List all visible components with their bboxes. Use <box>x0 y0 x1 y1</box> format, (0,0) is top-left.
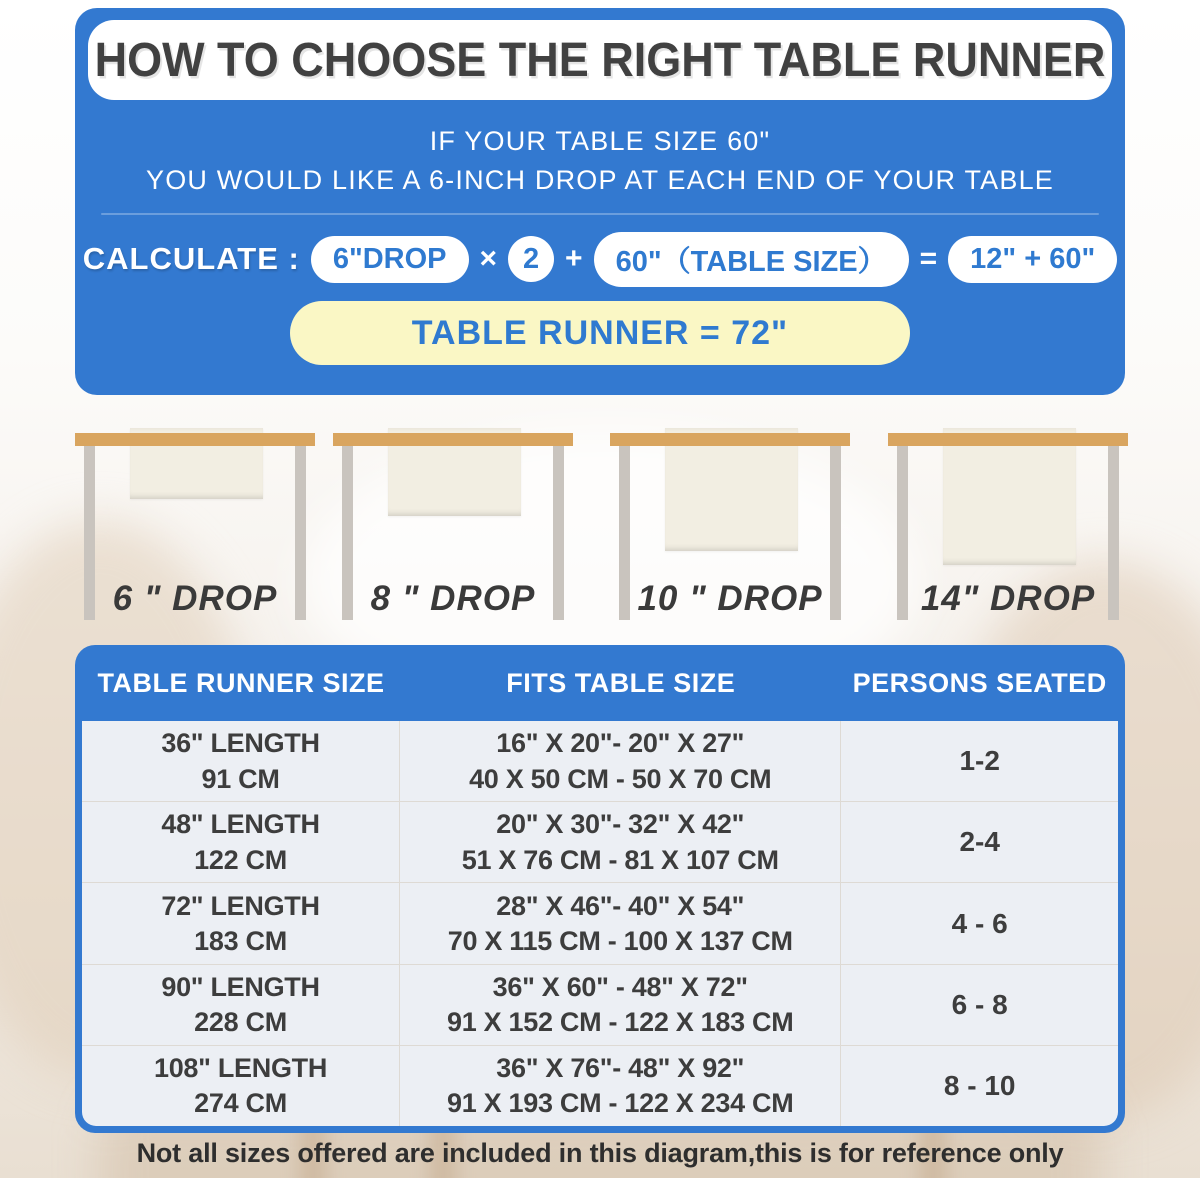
column-header-runner-size: TABLE RUNNER SIZE <box>97 667 385 698</box>
fits-table-cell <box>400 1046 841 1126</box>
fits-inches: 36" X 60" - 48" X 72" <box>492 971 748 1002</box>
drop-label: 6 " DROP <box>112 579 278 618</box>
fits-table-cell <box>400 721 841 801</box>
table-header-row <box>82 645 1118 721</box>
runner-size-cell <box>82 1046 400 1126</box>
runner-size-inches: 72" LENGTH <box>161 890 320 921</box>
drop-figure-14 <box>888 433 1128 625</box>
runner-size-cm: 122 CM <box>194 844 287 875</box>
subtitle-line-2: YOU WOULD LIKE A 6-INCH DROP AT EACH END OF YOUR TABLE <box>145 165 1054 195</box>
tabletop <box>75 433 315 446</box>
persons-cell <box>841 883 1118 963</box>
drop-label: 8 " DROP <box>370 579 536 618</box>
table-row <box>82 1045 1118 1126</box>
fits-inches: 36" X 76"- 48" X 92" <box>496 1053 745 1084</box>
persons-seated: 1-2 <box>959 745 1000 777</box>
drop-value-pill: 6"DROP <box>311 236 469 283</box>
table-size-pill: 60"（TABLE SIZE） <box>594 232 909 287</box>
fits-table-cell <box>400 883 841 963</box>
calculation-row <box>75 235 1125 283</box>
table-row <box>82 721 1118 801</box>
fits-cm: 70 X 115 CM - 100 X 137 CM <box>447 926 793 956</box>
hero-divider <box>101 213 1099 215</box>
multiplier-badge: 2 <box>508 236 554 282</box>
column-header-fits-table: FITS TABLE SIZE <box>506 667 736 698</box>
runner-result-pill: TABLE RUNNER = 72" <box>290 301 910 365</box>
times-sign: × <box>479 242 498 275</box>
tabletop <box>610 433 850 446</box>
subtitle-line-1: IF YOUR TABLE SIZE 60" <box>429 126 771 156</box>
table-body <box>82 721 1118 1126</box>
persons-seated: 2-4 <box>959 826 1000 858</box>
runner-size-cm: 274 CM <box>194 1088 287 1119</box>
runner-size-cell <box>82 802 400 882</box>
calculate-label: CALCULATE : <box>82 241 300 276</box>
tabletop <box>333 433 573 446</box>
runner-size-cm: 91 CM <box>201 763 280 794</box>
persons-cell <box>841 721 1118 801</box>
title-banner <box>88 20 1112 100</box>
fits-cm: 51 X 76 CM - 81 X 107 CM <box>461 844 779 875</box>
hero-panel <box>75 8 1125 395</box>
tabletop <box>888 433 1128 446</box>
runner-fabric <box>943 428 1076 565</box>
fits-inches: 20" X 30"- 32" X 42" <box>496 809 745 840</box>
persons-seated: 4 - 6 <box>951 907 1008 939</box>
fits-inches: 16" X 20"- 20" X 27" <box>496 728 745 759</box>
fits-table-cell <box>400 965 841 1045</box>
persons-cell <box>841 965 1118 1045</box>
runner-size-cell <box>82 965 400 1045</box>
runner-size-inches: 48" LENGTH <box>161 809 320 840</box>
page-title: HOW TO CHOOSE THE RIGHT TABLE RUNNER <box>94 31 1106 87</box>
size-reference-table <box>75 645 1125 1133</box>
runner-size-cell <box>82 883 400 963</box>
drop-label: 10 " DROP <box>637 579 823 618</box>
sum-pill: 12" + 60" <box>948 236 1117 283</box>
drop-figure-6 <box>75 433 315 625</box>
fits-cm: 91 X 193 CM - 122 X 234 CM <box>447 1088 794 1119</box>
persons-seated: 8 - 10 <box>943 1069 1016 1101</box>
table-row <box>82 964 1118 1045</box>
runner-size-inches: 90" LENGTH <box>161 971 320 1002</box>
column-header-persons: PERSONS SEATED <box>852 667 1107 698</box>
runner-size-inches: 108" LENGTH <box>154 1053 328 1084</box>
table-row <box>82 882 1118 963</box>
drop-label: 14" DROP <box>920 579 1096 618</box>
disclaimer-note: Not all sizes offered are included in this diagram,this is for reference only <box>136 1138 1064 1168</box>
runner-size-cm: 228 CM <box>194 1007 287 1038</box>
fits-inches: 28" X 46"- 40" X 54" <box>496 890 745 921</box>
runner-size-cm: 183 CM <box>194 926 287 956</box>
fits-cm: 91 X 152 CM - 122 X 183 CM <box>447 1007 794 1038</box>
fits-cm: 40 X 50 CM - 50 X 70 CM <box>469 763 772 794</box>
runner-fabric <box>665 428 798 551</box>
persons-seated: 6 - 8 <box>951 988 1008 1020</box>
plus-sign: + <box>565 242 583 275</box>
runner-size-cell <box>82 721 400 801</box>
table-row <box>82 801 1118 882</box>
persons-cell <box>841 1046 1118 1126</box>
drop-figure-8 <box>333 433 573 625</box>
equals-sign: = <box>919 242 938 275</box>
runner-size-inches: 36" LENGTH <box>161 728 320 759</box>
persons-cell <box>841 802 1118 882</box>
fits-table-cell <box>400 802 841 882</box>
drop-figure-10 <box>610 433 850 625</box>
